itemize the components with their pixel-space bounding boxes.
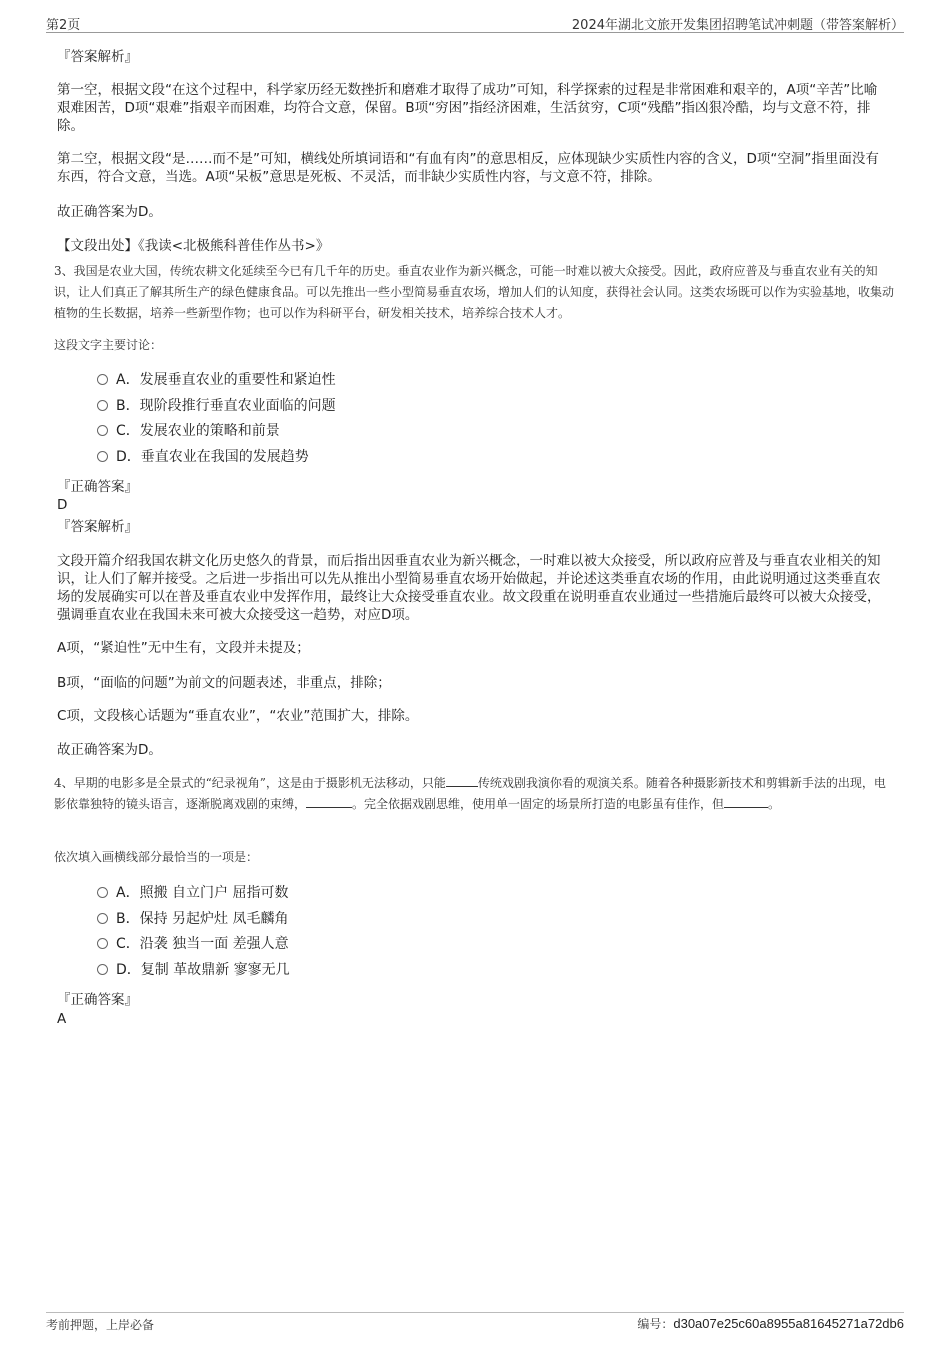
q4-stem-part3: 。完全依据戏剧思维，使用单一固定的场景所打造的电影虽有佳作，但 (352, 797, 725, 811)
blank-1 (446, 774, 478, 787)
footer-slogan: 考前押题，上岸必备 (46, 1318, 155, 1332)
document-code (637, 1315, 904, 1332)
q4-stem (54, 773, 894, 815)
q3-answer: D (57, 497, 68, 513)
q3-options (97, 368, 336, 470)
q3-analysis-label: 『答案解析』 (57, 519, 138, 535)
q3-option-a[interactable] (97, 368, 336, 394)
q4-option-d[interactable] (97, 958, 290, 984)
q4-answer-label: 『正确答案』 (57, 992, 138, 1008)
q4-stem-part4: 。 (768, 797, 781, 811)
q3-analysis-para1: 文段开篇介绍我国农耕文化历史悠久的背景，而后指出因垂直农业为新兴概念，一时难以被大众接受，所以政府应普及与垂直农业相关的知识，让人们了解并接受。之后进一步指出可以先从推出小型简易垂直农场开始做起，并论述这类垂直农场的作用，由此说明通过这类垂直农场的发展确实可以在普及垂直农业中发挥作用，最终让大众接受垂直农业。故文段重在说明垂直农业通过一些措施后最终可以被大众接受，强调垂直农业在我国未来可被大众接受这一趋势，对应D项。 (57, 553, 881, 623)
q2-source: 【文段出处】《我读<北极熊科普佳作丛书>》 (57, 238, 330, 254)
option-label: B．现阶段推行垂直农业面临的问题 (116, 397, 336, 414)
radio-icon[interactable] (97, 887, 108, 898)
page-header (46, 14, 904, 33)
q3-stem: 3、我国是农业大国，传统农耕文化延续至今已有几千年的历史。垂直农业作为新兴概念，可能一时难以被大众接受。因此，政府应普及与垂直农业有关的知识，让人们真正了解其所生产的绿色健康食品。可以先推出一些小型简易垂直农场，增加人们的认知度，获得社会认同。这类农场既可以作为实验基地，收集动植物的生长数据，培养一些新型作物；也可以作为科研平台，研发相关技术，培养综合技术人才。 (54, 264, 895, 320)
q3-note-a: A项，“紧迫性”无中生有，文段并未提及； (57, 640, 310, 656)
q3-note-b: B项，“面临的问题”为前文的问题表述，非重点，排除； (57, 675, 391, 691)
q2-analysis-label: 『答案解析』 (57, 49, 138, 65)
q3-prompt: 这段文字主要讨论： (54, 338, 163, 352)
radio-icon[interactable] (97, 451, 108, 462)
option-label: C．沿袭 独当一面 差强人意 (116, 936, 289, 952)
option-label: D．垂直农业在我国的发展趋势 (116, 448, 309, 465)
q3-option-b[interactable] (97, 394, 336, 420)
q4-stem-part1: 4、早期的电影多是全景式的“纪录视角”，这是由于摄影机无法移动，只能 (54, 776, 446, 790)
radio-icon[interactable] (97, 964, 108, 975)
q3-note-c: C项，文段核心话题为“垂直农业”，“农业”范围扩大，排除。 (57, 708, 419, 724)
radio-icon[interactable] (97, 425, 108, 436)
q2-analysis-para2: 第二空，根据文段“是……而不是”可知，横线处所填词语和“有血有肉”的意思相反，应体现缺少实质性内容的含义，D项“空洞”指里面没有东西，符合文意，当选。A项“呆板”意思是死板、不灵活，而非缺少实质性内容，与文意不符，排除。 (57, 151, 879, 185)
q4-option-b[interactable] (97, 907, 290, 933)
q4-answer: A (57, 1011, 67, 1027)
code-label: 编号： (637, 1317, 674, 1331)
page-footer (46, 1312, 904, 1335)
q4-stem-part2: 传统戏剧我演你看的观演关系。随着各种摄影新技术和剪辑新手法的出现，电影依靠独特的镜头语言，逐渐脱离戏剧的束缚， (54, 776, 886, 811)
option-label: D．复制 革故鼎新 寥寥无几 (116, 961, 290, 978)
blank-2 (306, 795, 352, 808)
option-label: B．保持 另起炉灶 凤毛麟角 (116, 910, 289, 927)
document-title: 2024年湖北文旅开发集团招聘笔试冲刺题（带答案解析） (571, 18, 904, 33)
option-label: A．发展垂直农业的重要性和紧迫性 (116, 372, 336, 388)
option-label: A．照搬 自立门户 屈指可数 (116, 885, 289, 901)
q3-conclusion: 故正确答案为D。 (57, 742, 162, 758)
radio-icon[interactable] (97, 913, 108, 924)
q3-option-c[interactable] (97, 419, 336, 445)
q3-option-d[interactable] (97, 445, 336, 471)
code-value: d30a07e25c60a8955a81645271a72db6 (673, 1316, 904, 1331)
radio-icon[interactable] (97, 938, 108, 949)
q4-prompt: 依次填入画横线部分最恰当的一项是： (54, 850, 259, 864)
q2-analysis-para1: 第一空，根据文段“在这个过程中，科学家历经无数挫折和磨难才取得了成功”可知，科学探索的过程是非常困难和艰辛的，A项“辛苦”比喻艰难困苦，D项“艰难”指艰辛而困难，均符合文意，保留。B项“穷困”指经济困难，生活贫穷，C项“残酷”指凶狠冷酷，均与文意不符，排除。 (57, 82, 878, 134)
q4-option-a[interactable] (97, 881, 290, 907)
blank-3 (724, 795, 768, 808)
q3-answer-label: 『正确答案』 (57, 479, 138, 495)
radio-icon[interactable] (97, 374, 108, 385)
option-label: C．发展农业的策略和前景 (116, 423, 280, 439)
q4-options (97, 881, 290, 983)
q2-conclusion: 故正确答案为D。 (57, 204, 162, 220)
radio-icon[interactable] (97, 400, 108, 411)
page-number: 第2页 (46, 18, 81, 33)
q4-option-c[interactable] (97, 932, 290, 958)
